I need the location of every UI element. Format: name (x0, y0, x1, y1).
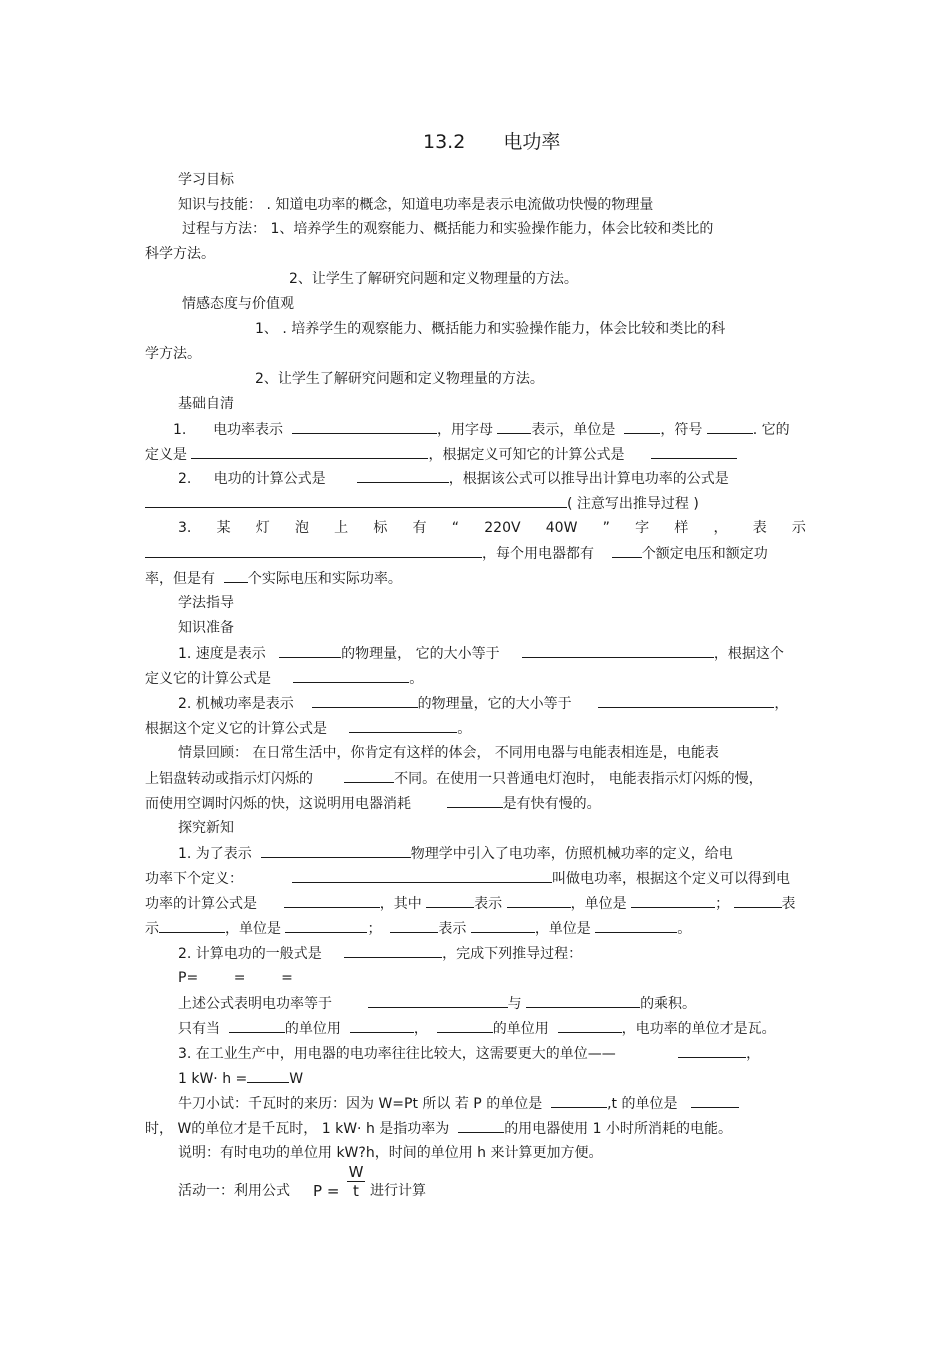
blank[interactable] (678, 1044, 746, 1058)
objective-process-line1: 过程与方法： 1、培养学生的观察能力、概括能力和实验操作能力，体会比较和类比的 (182, 221, 714, 237)
blank[interactable] (598, 694, 774, 708)
scene-line3: 而使用空调时闪烁的快，这说明用电器消耗 是有快有慢的。 (145, 796, 601, 812)
activity-line: 活动一：利用公式 (178, 1183, 290, 1199)
blank[interactable] (350, 1019, 414, 1033)
blank[interactable] (624, 420, 660, 434)
prep-1-line1: 1. 速度是表示 的物理量， 它的大小等于 ，根据这个 (178, 646, 784, 662)
note-line: 说明：有时电功的单位用 kW?h，时间的单位用 h 来计算更加方便。 (178, 1145, 603, 1161)
blank[interactable] (691, 1094, 739, 1108)
blank[interactable] (229, 1019, 285, 1033)
blank[interactable] (497, 420, 531, 434)
explore-1-line2: 功率下个定义： 叫做电功率，根据这个定义可以得到电 (145, 871, 790, 887)
explore-1-line3: 功率的计算公式是 ，其中 表示 ，单位是 ； 表 (145, 896, 796, 912)
blank[interactable] (247, 1069, 289, 1083)
blank[interactable] (390, 919, 438, 933)
blank[interactable] (349, 719, 457, 733)
blank[interactable] (447, 794, 503, 808)
objectives-heading: 学习目标 (178, 172, 234, 188)
blank[interactable] (437, 1019, 493, 1033)
explore-3-line1: 3. 在工业生产中，用电器的电功率往往比较大，这需要更大的单位—— ， (178, 1046, 761, 1062)
blank[interactable] (292, 869, 552, 883)
blank[interactable] (284, 894, 380, 908)
blank[interactable] (159, 919, 225, 933)
blank[interactable] (285, 919, 367, 933)
blank[interactable] (368, 994, 508, 1008)
blank[interactable] (344, 769, 394, 783)
basics-q3-line3: 率，但是有 个实际电压和实际功率。 (145, 571, 402, 587)
blank[interactable] (145, 494, 567, 508)
blank[interactable] (293, 669, 409, 683)
scene-line2: 上铝盘转动或指示灯闪烁的 不同。在使用一只普通电灯泡时， 电能表指示灯闪烁的慢， (145, 771, 763, 787)
blank[interactable] (261, 844, 411, 858)
blank[interactable] (522, 644, 714, 658)
blank[interactable] (707, 420, 753, 434)
objective-process-2: 2、让学生了解研究问题和定义物理量的方法。 (289, 271, 578, 287)
blank[interactable] (191, 445, 428, 459)
blank[interactable] (631, 894, 715, 908)
explore-1-line1: 1. 为了表示 物理学中引入了电功率，仿照机械功率的定义，给电 (178, 846, 733, 862)
emotion-2: 2、让学生了解研究问题和定义物理量的方法。 (255, 371, 544, 387)
activity-line-end: 进行计算 (370, 1183, 426, 1199)
activity-formula-p: P = (313, 1182, 340, 1200)
trial-line1: 牛刀小试：千瓦时的来历：因为 W=Pt 所以 若 P 的单位是 ,t 的单位是 (178, 1094, 739, 1113)
blank[interactable] (734, 894, 782, 908)
blank[interactable] (344, 944, 442, 958)
blank[interactable] (426, 894, 474, 908)
explore-2-line1: 2. 计算电功的一般式是 ，完成下列推导过程： (178, 946, 583, 962)
guide-heading: 学法指导 (178, 595, 234, 611)
explore-heading: 探究新知 (178, 820, 234, 836)
basics-q3-line1: 3. 某 灯 泡 上 标 有 “ 220V 40W ” 字 样 ， 表 示 (178, 520, 806, 536)
blank[interactable] (458, 1119, 504, 1133)
scene-line1: 情景回顾： 在日常生活中，你肯定有这样的体会， 不同用电器与电能表相连是，电能表 (178, 745, 719, 761)
blank[interactable] (558, 1019, 622, 1033)
emotion-heading: 情感态度与价值观 (182, 296, 294, 312)
prep-heading: 知识准备 (178, 620, 234, 636)
basics-q1-line1: 1. 电功率表示 ，用字母 表示，单位是 ，符号 . 它的 (173, 422, 790, 438)
blank[interactable] (292, 420, 437, 434)
explore-2-formula: P= = = (178, 970, 293, 986)
title-number: 13.2 (423, 131, 466, 153)
basics-q2-line2: ( 注意写出推导过程 ) (145, 494, 699, 513)
fraction-numerator: W (348, 1163, 364, 1181)
explore-1-line4: 示 ，单位是 ； 表示 ，单位是 。 (145, 921, 692, 937)
activity-fraction (344, 1163, 368, 1200)
blank[interactable] (651, 445, 737, 459)
prep-2-line2: 根据这个定义它的计算公式是 。 (145, 721, 472, 737)
explore-3-line2: 1 kW· h = W (178, 1071, 304, 1087)
fraction-denominator: t (353, 1182, 359, 1200)
explore-2-line4: 只有当 的单位用 ， 的单位用 ，电功率的单位才是瓦。 (178, 1021, 776, 1037)
blank[interactable] (526, 994, 640, 1008)
blank[interactable] (471, 919, 535, 933)
prep-2-line1: 2. 机械功率是表示 的物理量，它的大小等于 ， (178, 696, 789, 712)
page-title (423, 130, 560, 154)
prep-1-line2: 定义它的计算公式是 。 (145, 671, 424, 687)
blank[interactable] (595, 919, 677, 933)
emotion-1-line1: 1、 . 培养学生的观察能力、概括能力和实验操作能力，体会比较和类比的科 (255, 321, 726, 337)
explore-2-line3: 上述公式表明电功率等于 与 的乘积。 (178, 996, 697, 1012)
blank[interactable] (224, 569, 248, 583)
basics-q1-line2: 定义是 ，根据定义可知它的计算公式是 (145, 445, 737, 464)
basics-q2-line1: 2. 电功的计算公式是 ，根据该公式可以推导出计算电功率的公式是 (178, 471, 729, 487)
blank[interactable] (612, 544, 642, 558)
trial-line2: 时， W的单位才是千瓦时， 1 kW· h 是指功率为 的用电器使用 1 小时所消耗的电能。 (145, 1121, 732, 1137)
objective-process-line2: 科学方法。 (145, 246, 215, 262)
basics-q3-line2: ，每个用电器都有 个额定电压和额定功 (145, 544, 768, 563)
basics-heading: 基础自清 (178, 396, 234, 412)
blank[interactable] (357, 469, 449, 483)
objective-knowledge: 知识与技能： . 知道电功率的概念，知道电功率是表示电流做功快慢的物理量 (178, 197, 654, 213)
title-text: 电功率 (503, 131, 561, 153)
emotion-1-line2: 学方法。 (145, 346, 201, 362)
blank[interactable] (145, 544, 482, 558)
blank[interactable] (507, 894, 571, 908)
blank[interactable] (312, 694, 418, 708)
blank[interactable] (279, 644, 341, 658)
blank[interactable] (551, 1094, 607, 1108)
